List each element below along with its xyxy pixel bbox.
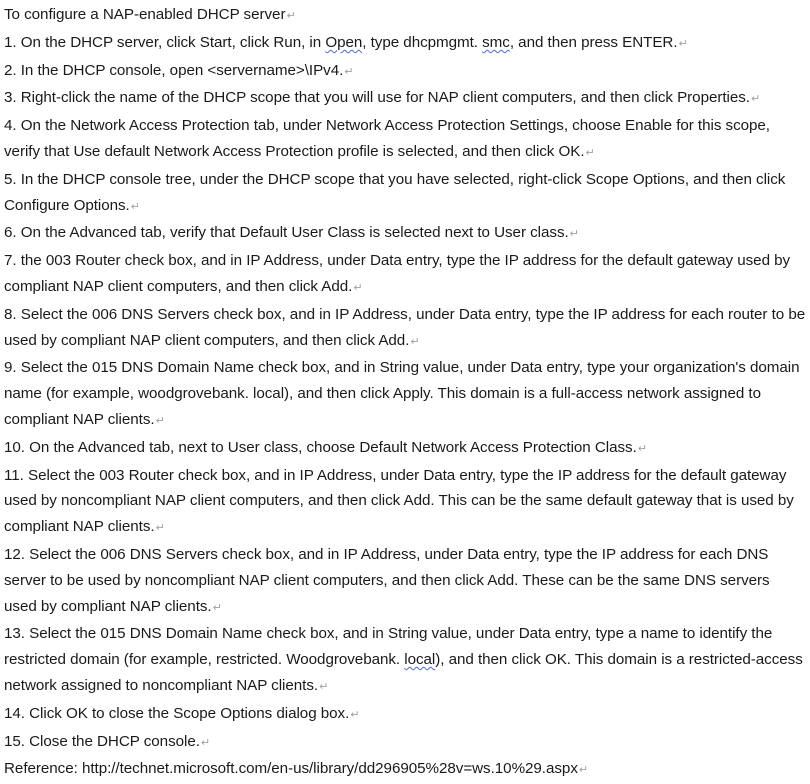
step-4: [4, 113, 806, 167]
paragraph-mark-icon: ↵: [286, 10, 296, 22]
paragraph-mark-icon: ↵: [212, 601, 222, 614]
step-text: 13. Select the 015 DNS Domain Name check box, and in String value, under Data entry, type a name to identify the restricted domain (for example, restricted. Woodgrovebank.: [4, 625, 773, 669]
step-15: [4, 729, 806, 757]
step-5: [4, 167, 806, 221]
paragraph-mark-icon: ↵: [350, 708, 360, 721]
step-text: , and then press ENTER.: [509, 33, 678, 51]
step-text: 15. Close the DHCP console.: [4, 732, 200, 750]
paragraph-mark-icon: ↵: [344, 65, 354, 78]
step-text: ), and then click OK. This domain is a restricted-access network assigned to noncompliant NAP clients.: [4, 651, 803, 694]
paragraph-mark-icon: ↵: [200, 736, 211, 749]
step-text: 7. the 003 Router check box, and in IP Address, under Data entry, type the IP address for the default gateway used by compliant NAP client computers, and then click Add.: [4, 252, 791, 295]
spellcheck-word: Open: [325, 33, 363, 51]
step-13: [4, 621, 806, 700]
spellcheck-word: smc: [482, 33, 510, 51]
spellcheck-word: local: [404, 651, 436, 669]
step-text: 1. On the DHCP server, click Start, click Run, in: [4, 33, 326, 51]
paragraph-mark-icon: ↵: [130, 200, 140, 213]
paragraph-mark-icon: ↵: [155, 522, 165, 535]
step-text: 11. Select the 003 Router check box, and in IP Address, under Data entry, type the IP address for the default gateway used by noncompliant NAP client computers, and then click Add. This can be the same default gateway that is used by compliant NAP clients.: [4, 466, 794, 536]
document-title: [4, 2, 806, 30]
paragraph-mark-icon: ↵: [578, 764, 589, 777]
paragraph-mark-icon: ↵: [410, 335, 420, 348]
step-14: [4, 701, 806, 729]
step-9: [4, 355, 806, 434]
step-3: [4, 85, 806, 113]
step-text: 2. In the DHCP console, open <servername>\IPv4.: [4, 61, 344, 79]
step-1: [4, 30, 806, 58]
step-11: [4, 463, 806, 542]
step-text: 8. Select the 006 DNS Servers check box, and in IP Address, under Data entry, type the IP address for each router to be used by compliant NAP client computers, and then click Add.: [4, 305, 806, 349]
step-10: [4, 435, 806, 463]
step-text: , type dhcpmgmt.: [362, 33, 483, 51]
step-text: 5. In the DHCP console tree, under the DHCP scope that you have selected, right-click Scope Options, and then click Configure Options.: [4, 170, 786, 214]
step-text: 3. Right-click the name of the DHCP scope that you will use for NAP client computers, and then click Properties.: [4, 89, 750, 107]
step-7: [4, 248, 806, 302]
paragraph-mark-icon: ↵: [319, 680, 329, 693]
paragraph-mark-icon: ↵: [678, 37, 688, 50]
paragraph-mark-icon: ↵: [637, 442, 647, 455]
step-6: [4, 220, 806, 248]
step-text: 6. On the Advanced tab, verify that Default User Class is selected next to User class.: [4, 224, 569, 242]
paragraph-mark-icon: ↵: [155, 414, 165, 427]
step-8: [4, 302, 806, 356]
step-12: [4, 542, 806, 621]
paragraph-mark-icon: ↵: [569, 228, 579, 241]
steps-list: [4, 30, 806, 757]
step-text: 10. On the Advanced tab, next to User class, choose Default Network Access Protection Class.: [4, 438, 637, 456]
paragraph-mark-icon: ↵: [585, 146, 595, 159]
step-text: 9. Select the 015 DNS Domain Name check box, and in String value, under Data entry, type your organization's domain name (for example, woodgrovebank. local), and then click Apply. This domain is a full-access network assigned to compliant NAP clients.: [4, 359, 800, 428]
paragraph-mark-icon: ↵: [750, 93, 761, 106]
paragraph-mark-icon: ↵: [353, 281, 363, 294]
step-text: 4. On the Network Access Protection tab, under Network Access Protection Settings, choose Enable for this scope, verify that Use default Network Access Protection profile is selected, and then click OK.: [4, 117, 770, 160]
step-2: [4, 58, 806, 86]
title-text: To configure a NAP-enabled DHCP server: [4, 6, 286, 23]
reference-text: Reference: http://technet.microsoft.com/en-us/library/dd296905%28v=ws.10%29.aspx: [4, 760, 578, 778]
reference-line: [4, 756, 806, 784]
step-text: 12. Select the 006 DNS Servers check box, and in IP Address, under Data entry, type the IP address for each DNS server to be used by noncompliant NAP client computers, and then click Add. These can be the same DNS servers used by compliant NAP clients.: [4, 545, 770, 615]
step-text: 14. Click OK to close the Scope Options dialog box.: [4, 704, 350, 722]
